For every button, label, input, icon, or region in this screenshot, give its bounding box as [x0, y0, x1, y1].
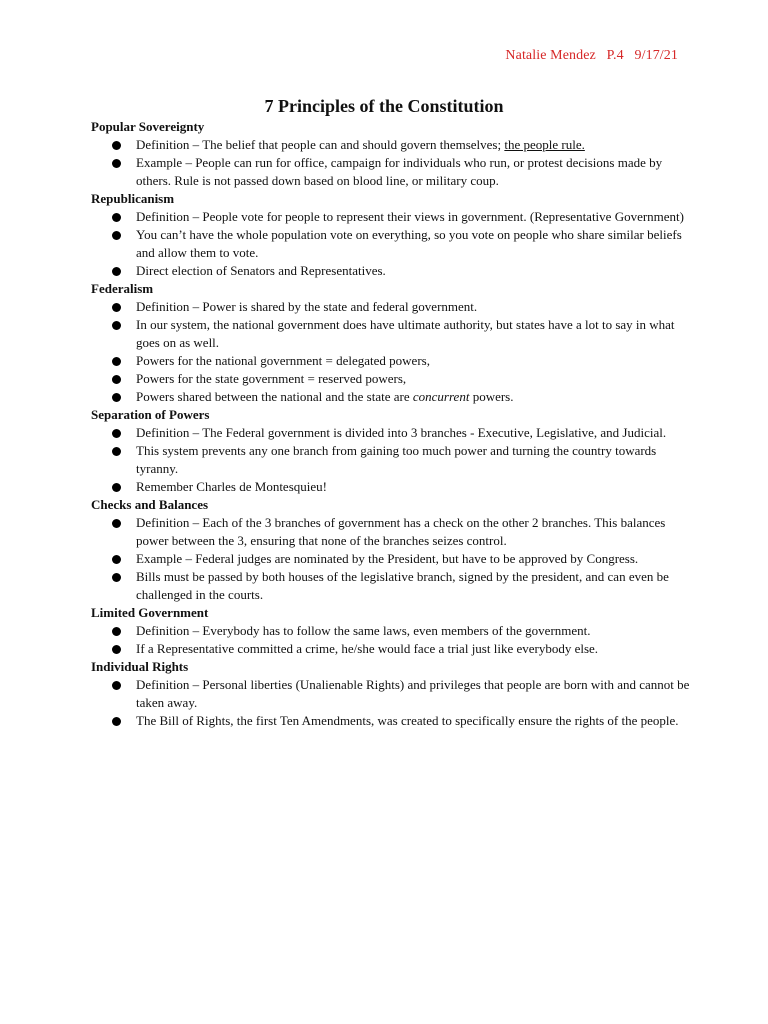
bullet-icon	[112, 645, 121, 654]
list-item	[91, 154, 691, 190]
item-text: Definition – The belief that people can and should govern themselves;	[136, 137, 505, 152]
item-text: Example – Federal judges are nominated by the President, but have to be approved by Congress.	[136, 551, 639, 566]
section-heading: Individual Rights	[91, 659, 189, 674]
list-item	[91, 316, 691, 352]
item-text: Example – People can run for office, campaign for individuals who run, or protest decisions made by others. Rule is not passed down based on blood line, or military coup.	[136, 155, 663, 188]
list-item	[91, 388, 691, 406]
item-text: This system prevents any one branch from gaining too much power and turning the country towards tyranny.	[136, 443, 657, 476]
item-text: Powers shared between the national and the state are	[136, 389, 413, 404]
section-popular-sovereignty	[91, 118, 691, 190]
item-text: Bills must be passed by both houses of the legislative branch, signed by the president, and can even be challenged in the courts.	[136, 569, 669, 602]
section-separation-of-powers	[91, 406, 691, 496]
student-name: Natalie Mendez	[505, 48, 596, 63]
section-federalism	[91, 280, 691, 406]
class-period: P.4	[606, 48, 624, 63]
list-item	[91, 640, 691, 658]
bullet-list	[91, 622, 691, 658]
item-text: Definition – People vote for people to represent their views in government. (Representative Government)	[136, 209, 684, 224]
item-text: You can’t have the whole population vote on everything, so you vote on people who share similar beliefs and allow them to vote.	[136, 227, 682, 260]
list-item	[91, 370, 691, 388]
item-underlined-text: the people rule.	[504, 137, 585, 152]
list-item	[91, 208, 691, 226]
bullet-icon	[112, 303, 121, 312]
section-republicanism	[91, 190, 691, 280]
bullet-icon	[112, 681, 121, 690]
bullet-icon	[112, 447, 121, 456]
item-text: Remember Charles de Montesquieu!	[136, 479, 327, 494]
list-item	[91, 226, 691, 262]
bullet-icon	[112, 321, 121, 330]
bullet-icon	[112, 393, 121, 402]
bullet-icon	[112, 141, 121, 150]
bullet-icon	[112, 213, 121, 222]
list-item	[91, 514, 691, 550]
bullet-list	[91, 208, 691, 280]
item-text: The Bill of Rights, the first Ten Amendments, was created to specifically ensure the rights of the people.	[136, 713, 679, 728]
student-header	[505, 48, 678, 64]
bullet-icon	[112, 357, 121, 366]
bullet-icon	[112, 627, 121, 636]
document-title: 7 Principles of the Constitution	[264, 96, 504, 116]
bullet-icon	[112, 375, 121, 384]
list-item	[91, 478, 691, 496]
item-text: Definition – Each of the 3 branches of government has a check on the other 2 branches. This balances power between the 3, ensuring that none of the branches seizes control.	[136, 515, 666, 548]
item-italic-text: concurrent	[412, 389, 470, 404]
list-item	[91, 568, 691, 604]
section-heading: Federalism	[91, 281, 154, 296]
bullet-icon	[112, 717, 121, 726]
bullet-icon	[112, 231, 121, 240]
section-heading: Limited Government	[91, 605, 209, 620]
section-limited-government	[91, 604, 691, 658]
bullet-icon	[112, 519, 121, 528]
bullet-icon	[112, 267, 121, 276]
item-text: Definition – Everybody has to follow the same laws, even members of the government.	[136, 623, 591, 638]
bullet-list	[91, 298, 691, 406]
section-individual-rights	[91, 658, 691, 730]
item-text: Definition – Personal liberties (Unalienable Rights) and privileges that people are born with and cannot be taken away.	[136, 677, 690, 710]
list-item	[91, 622, 691, 640]
item-text: Definition – The Federal government is divided into 3 branches - Executive, Legislative, and Judicial.	[136, 425, 667, 440]
item-text: Powers for the state government = reserved powers,	[136, 371, 407, 386]
list-item	[91, 712, 691, 730]
list-item	[91, 550, 691, 568]
bullet-icon	[112, 573, 121, 582]
list-item	[91, 424, 691, 442]
item-text: Definition – Power is shared by the state and federal government.	[136, 299, 478, 314]
section-heading: Popular Sovereignty	[91, 119, 205, 134]
bullet-list	[91, 136, 691, 190]
bullet-icon	[112, 483, 121, 492]
date: 9/17/21	[634, 48, 678, 63]
bullet-icon	[112, 429, 121, 438]
list-item	[91, 262, 691, 280]
section-checks-and-balances	[91, 496, 691, 604]
section-heading: Separation of Powers	[91, 407, 210, 422]
bullet-icon	[112, 159, 121, 168]
bullet-list	[91, 676, 691, 730]
bullet-list	[91, 514, 691, 604]
item-text: Powers for the national government = delegated powers,	[136, 353, 430, 368]
list-item	[91, 352, 691, 370]
item-text: Direct election of Senators and Representatives.	[136, 263, 386, 278]
bullet-list	[91, 424, 691, 496]
item-text: In our system, the national government does have ultimate authority, but states have a lot to say in what goes on as well.	[136, 317, 675, 350]
bullet-icon	[112, 555, 121, 564]
section-heading: Checks and Balances	[91, 497, 209, 512]
document-body	[91, 118, 691, 730]
item-text: If a Representative committed a crime, he/she would face a trial just like everybody else.	[136, 641, 599, 656]
list-item	[91, 676, 691, 712]
list-item	[91, 298, 691, 316]
list-item	[91, 136, 691, 154]
list-item	[91, 442, 691, 478]
section-heading: Republicanism	[91, 191, 175, 206]
item-text: powers.	[469, 389, 514, 404]
